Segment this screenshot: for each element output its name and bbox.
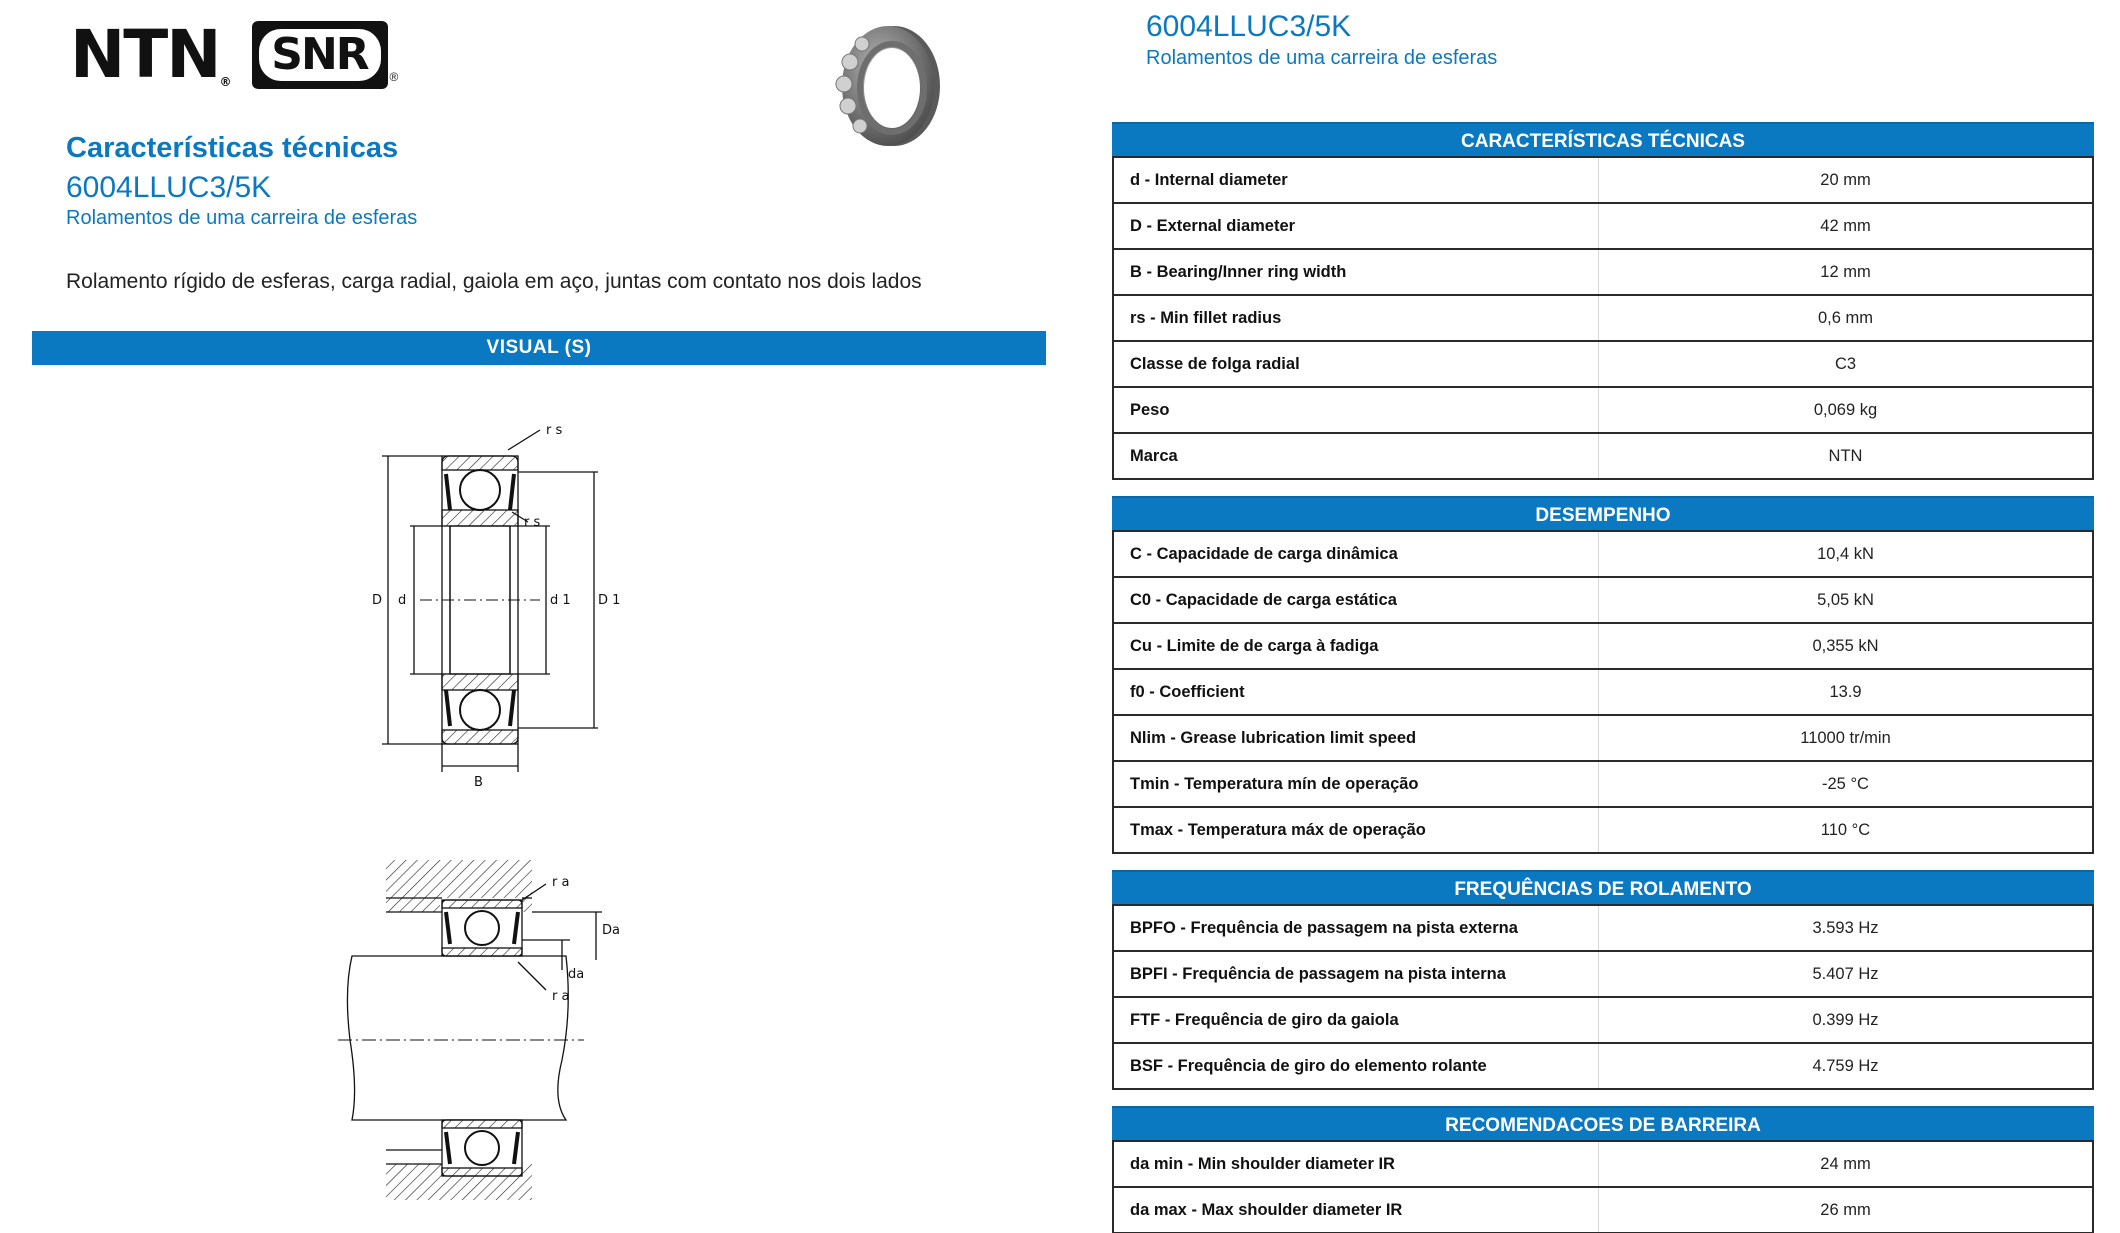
brand-logos [70,16,399,93]
table-row [1114,576,2092,622]
row-label: C - Capacidade de carga dinâmica [1114,532,1599,576]
table-row [1114,432,2092,478]
row-value: C3 [1834,355,1857,373]
table-row [1114,386,2092,432]
label-ra-top: r a [552,875,570,890]
table-row [1114,248,2092,294]
row-label: B - Bearing/Inner ring width [1114,250,1599,294]
row-value: 10,4 kN [1817,545,1874,563]
row-label: C0 - Capacidade de carga estática [1114,578,1599,622]
shoulder-recommendations-table [1112,1106,2094,1233]
row-label: d - Internal diameter [1114,158,1599,202]
mounting-drawing [338,860,602,1200]
bearing-image [826,22,946,154]
table-row [1114,294,2092,340]
row-value: 0,6 mm [1817,309,1873,327]
table-row [1114,202,2092,248]
row-label: rs - Min fillet radius [1114,296,1599,340]
row-label: Peso [1114,388,1599,432]
row-label: Tmin - Temperatura mín de operação [1114,762,1599,806]
ntn-logo: NTN® [70,16,230,93]
row-value: 20 mm [1820,171,1871,189]
row-label: BPFI - Frequência de passagem na pista interna [1114,952,1599,996]
row-value: 26 mm [1820,1201,1871,1219]
table-header: CARACTERÍSTICAS TÉCNICAS [1112,122,2094,156]
row-label: Nlim - Grease lubrication limit speed [1114,716,1599,760]
right-product-type: Rolamentos de uma carreira de esferas [1146,47,1498,69]
label-d: d [398,593,407,608]
row-label: BSF - Frequência de giro do elemento rolante [1114,1044,1599,1088]
product-description: Rolamento rígido de esferas, carga radial, gaiola em aço, juntas com contato nos dois lados [66,270,922,293]
table-row [1114,1140,2092,1186]
row-label: da max - Max shoulder diameter IR [1114,1188,1599,1232]
label-Da: Da [602,923,620,938]
row-value: 0.399 Hz [1812,1011,1879,1029]
label-D1: D 1 [598,593,621,608]
table-row [1114,904,2092,950]
row-value: -25 °C [1822,775,1869,793]
product-type: Rolamentos de uma carreira de esferas [66,207,418,229]
table-row [1114,714,2092,760]
right-heading-block [1146,8,1497,70]
row-label: da min - Min shoulder diameter IR [1114,1142,1599,1186]
row-value: 110 °C [1820,821,1871,839]
table-row [1114,806,2092,852]
performance-table [1112,496,2094,854]
table-header: FREQUÊNCIAS DE ROLAMENTO [1112,870,2094,904]
label-rs-top: r s [546,423,563,438]
table-row [1114,950,2092,996]
row-value: 13.9 [1829,683,1862,701]
label-D: D [372,593,383,608]
row-label: BPFO - Frequência de passagem na pista externa [1114,906,1599,950]
table-row [1114,1042,2092,1088]
row-value: 0,069 kg [1813,401,1878,419]
row-label: FTF - Frequência de giro da gaiola [1114,998,1599,1042]
label-B: B [474,775,483,790]
product-code: 6004LLUC3/5K [66,171,272,204]
section-heading: Características técnicas [66,132,399,164]
row-value: 11000 tr/min [1800,729,1891,747]
table-row [1114,530,2092,576]
visual-header: VISUAL (S) [32,331,1046,365]
rolling-frequencies-table [1112,870,2094,1090]
table-row [1114,996,2092,1042]
row-value: 3.593 Hz [1812,919,1879,937]
table-row [1114,668,2092,714]
table-header: RECOMENDACOES DE BARREIRA [1112,1106,2094,1140]
label-ra-inner: r a [552,989,570,1004]
row-value: 42 mm [1820,217,1871,235]
table-row [1114,622,2092,668]
row-value: 4.759 Hz [1812,1057,1879,1075]
table-row [1114,1186,2092,1232]
technical-drawing [300,400,720,1200]
right-product-code: 6004LLUC3/5K [1146,10,1352,43]
row-label: f0 - Coefficient [1114,670,1599,714]
table-header: DESEMPENHO [1112,496,2094,530]
row-label: D - External diameter [1114,204,1599,248]
table-row [1114,760,2092,806]
row-value: 24 mm [1820,1155,1871,1173]
label-rs-inner: r s [524,515,541,530]
row-value: 5,05 kN [1817,591,1874,609]
row-label: Marca [1114,434,1599,478]
table-row [1114,340,2092,386]
table-row [1114,156,2092,202]
row-label: Tmax - Temperatura máx de operação [1114,808,1599,852]
snr-logo: SNR [252,21,388,89]
label-d1: d 1 [550,593,571,608]
row-value: NTN [1828,447,1863,465]
left-heading-block [66,130,417,230]
label-da: da [568,967,585,982]
row-label: Cu - Limite de de carga à fadiga [1114,624,1599,668]
row-value: 0,355 kN [1812,637,1879,655]
row-value: 5.407 Hz [1812,965,1879,983]
tech-characteristics-table [1112,122,2094,480]
snr-registered-mark: ® [389,70,399,84]
row-value: 12 mm [1820,263,1871,281]
row-label: Classe de folga radial [1114,342,1599,386]
